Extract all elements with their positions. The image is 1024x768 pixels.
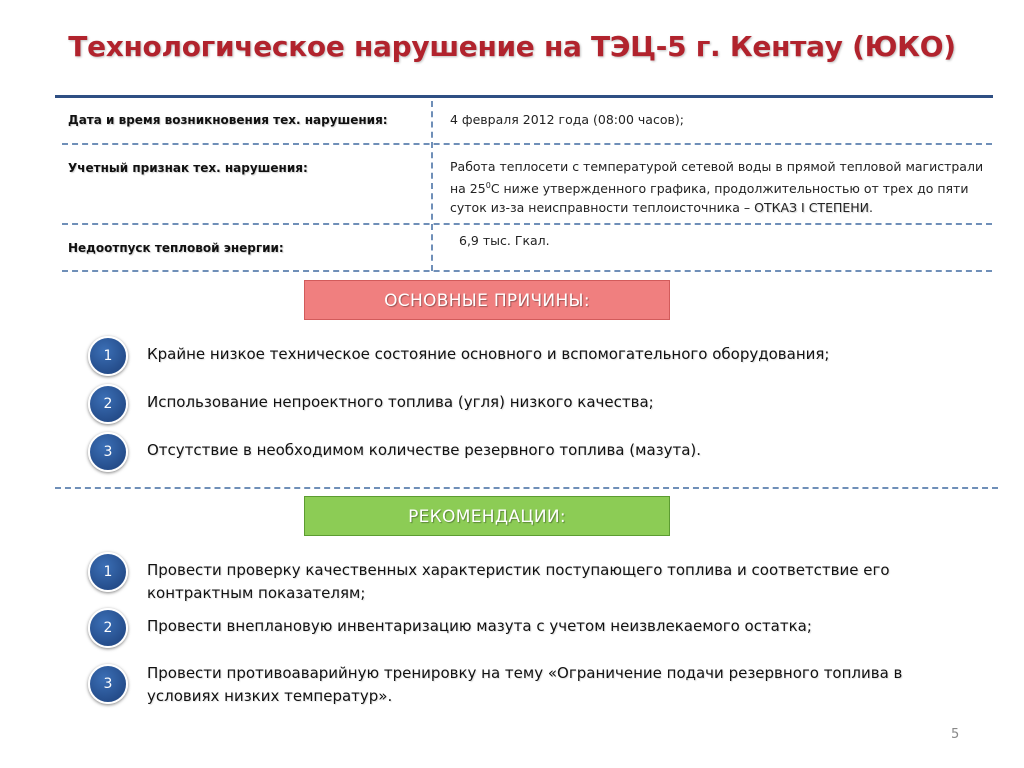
cause-number-badge: 3 [88, 432, 128, 472]
violation-type-value [450, 157, 990, 217]
recommendation-line: Провести внеплановую инвентаризацию мазута с учетом неизвлекаемого остатка; [147, 617, 812, 635]
recommendation-number-badge: 1 [88, 552, 128, 592]
text-fragment: на 25 [450, 181, 486, 197]
section-divider [55, 487, 998, 489]
cause-number-badge: 1 [88, 336, 128, 376]
page-number: 5 [951, 727, 960, 742]
text-fragment: С ниже утвержденного графика, продолжительностью от трех до пяти [490, 181, 969, 197]
recommendation-item [147, 615, 812, 638]
text-fragment: суток из-за неисправности теплоисточника – [450, 200, 755, 216]
degree-superscript: 0 [485, 181, 491, 190]
causes-header: ОСНОВНЫЕ ПРИЧИНЫ: [304, 280, 670, 320]
slide-title: Технологическое нарушение на ТЭЦ-5 г. Кентау (ЮКО) [68, 30, 956, 63]
violation-type-line [450, 198, 990, 217]
heat-shortfall-label: Недоотпуск тепловой энергии: [68, 241, 284, 255]
cause-number-badge: 2 [88, 384, 128, 424]
cause-item: Использование непроектного топлива (угля) низкого качества; [147, 393, 654, 411]
title-divider [55, 95, 993, 98]
violation-type-line: Работа теплосети с температурой сетевой воды в прямой тепловой магистрали [450, 159, 984, 174]
recommendation-line: Провести проверку качественных характеристик поступающего топлива и соответствие его [147, 561, 890, 579]
heat-shortfall-value: 6,9 тыс. Гкал. [459, 233, 550, 248]
cause-item: Крайне низкое техническое состояние основного и вспомогательного оборудования; [147, 345, 830, 363]
recommendations-header: РЕКОМЕНДАЦИИ: [304, 496, 670, 536]
recommendation-number-badge: 3 [88, 664, 128, 704]
table-column-divider [431, 101, 433, 271]
date-time-label: Дата и время возникновения тех. нарушения: [68, 113, 388, 127]
recommendation-item [147, 662, 902, 708]
date-time-value: 4 февраля 2012 года (08:00 часов); [450, 112, 684, 127]
table-divider [62, 143, 992, 145]
violation-type-line [450, 176, 990, 198]
table-divider [62, 223, 992, 225]
cause-item: Отсутствие в необходимом количестве резервного топлива (мазута). [147, 441, 702, 459]
violation-type-label: Учетный признак тех. нарушения: [68, 161, 308, 175]
recommendation-line: контрактным показателям; [147, 584, 366, 602]
recommendation-item [147, 559, 890, 605]
recommendation-line: условиях низких температур». [147, 687, 393, 705]
recommendation-line: Провести противоаварийную тренировку на тему «Ограничение подачи резервного топлива в [147, 664, 903, 682]
recommendation-number-badge: 2 [88, 608, 128, 648]
failure-degree-text: ОТКАЗ I СТЕПЕНИ [754, 200, 870, 216]
table-divider [62, 270, 992, 272]
text-fragment: . [869, 200, 873, 216]
